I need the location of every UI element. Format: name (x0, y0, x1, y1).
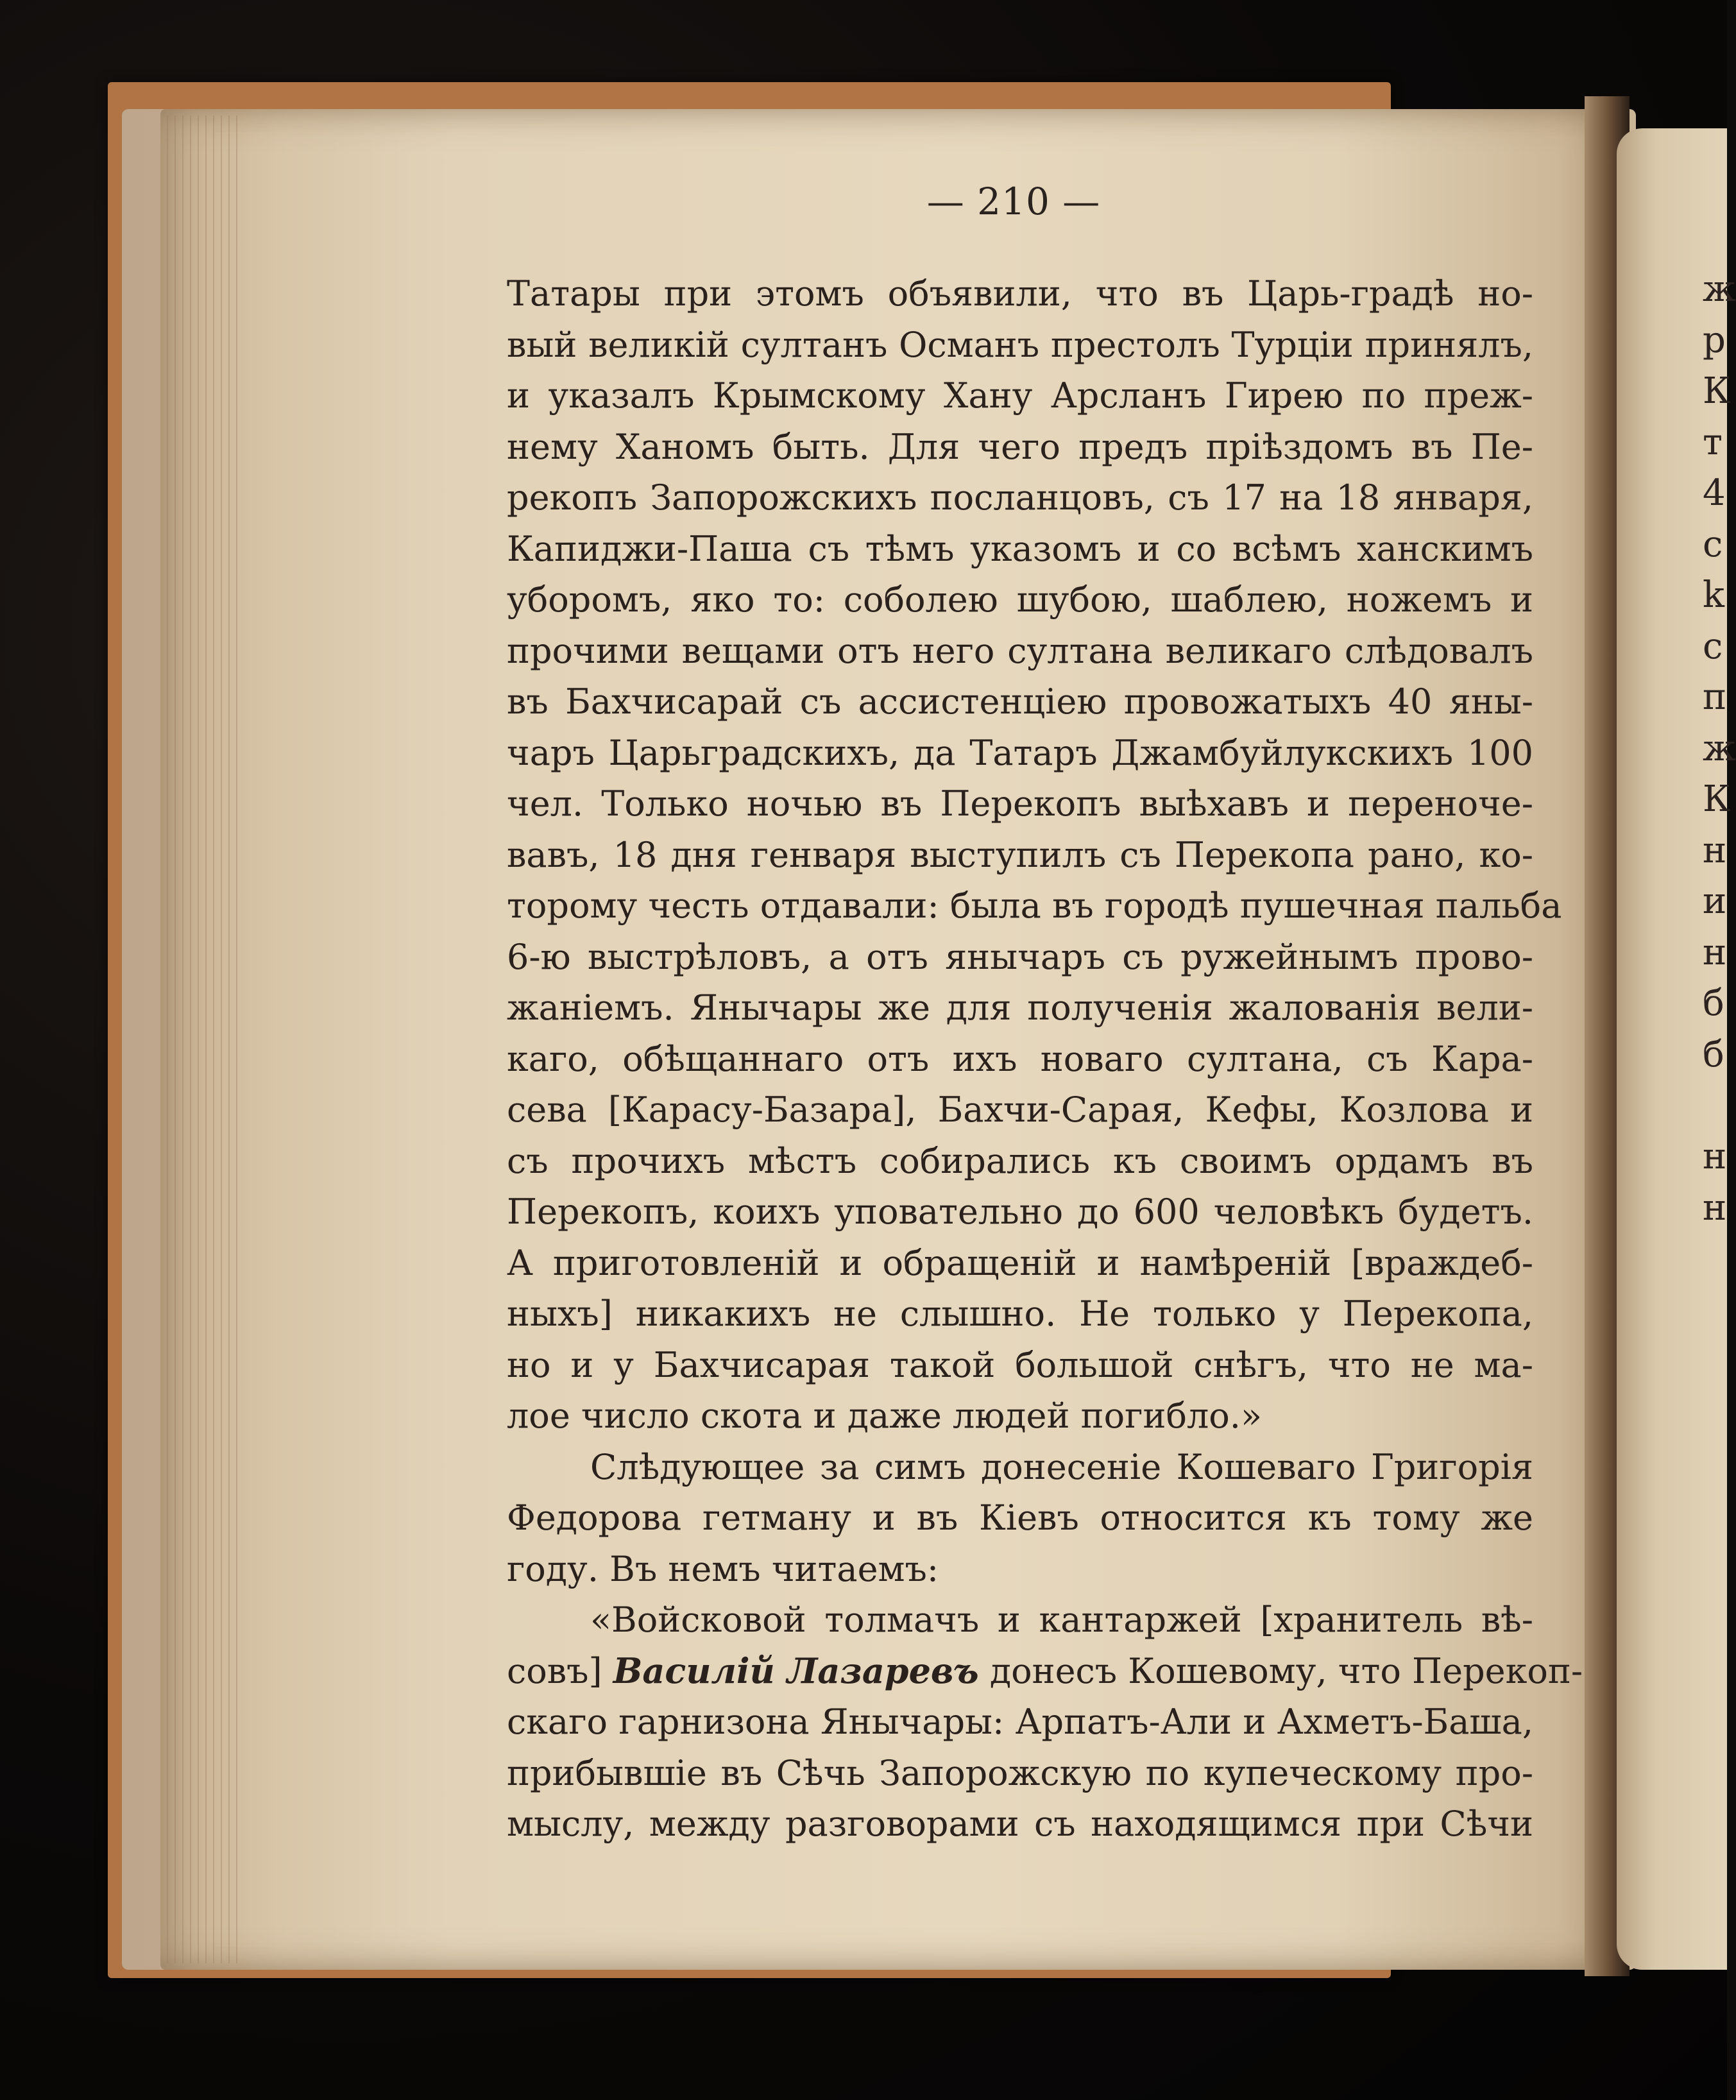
text-line: жаніемъ. Янычары же для полученія жалованія вели- (507, 987, 1533, 1028)
facing-page-fragment: с (1703, 626, 1723, 667)
text-segment: донесъ Кошевому, что Перекоп- (978, 1650, 1583, 1691)
facing-page-fragment: н (1703, 1136, 1727, 1177)
facing-page-fragment: п (1703, 676, 1727, 718)
facing-page-fragment: б (1703, 1034, 1724, 1075)
page-number: — 210 — (926, 180, 1101, 223)
text-segment: совъ] (507, 1650, 613, 1691)
facing-page (1617, 128, 1736, 1970)
text-line: прочими вещами отъ него султана великаго слѣдовалъ (507, 630, 1533, 671)
facing-page-fragment: К (1703, 778, 1731, 820)
person-name-italic: Василій Лазаревъ (613, 1650, 979, 1691)
paragraph-first-line: Слѣдующее за симъ донесеніе Кошеваго Григорія (590, 1446, 1533, 1487)
text-line: нему Ханомъ быть. Для чего предъ пріѣздомъ въ Пе- (507, 426, 1533, 467)
page-edges (167, 115, 244, 1963)
text-line: скаго гарнизона Янычары: Арпатъ-Али и Ахметъ-Баша, (507, 1702, 1533, 1742)
facing-page-fragment: б (1703, 982, 1724, 1024)
facing-page-fragment: ж (1703, 268, 1736, 310)
facing-page-fragment: и (1703, 880, 1727, 922)
text-line: вый великій султанъ Османъ престолъ Турціи принялъ, (507, 324, 1533, 365)
text-line: Перекопъ, коихъ уповательно до 600 человѣкъ будетъ. (507, 1191, 1533, 1232)
text-line: каго, обѣщаннаго отъ ихъ новаго султана, съ Кара- (507, 1038, 1533, 1079)
text-line: вавъ, 18 дня генваря выступилъ съ Перекопа рано, ко- (507, 834, 1533, 875)
text-line: чаръ Царьградскихъ, да Татаръ Джамбуйлукскихъ 100 (507, 732, 1533, 773)
facing-page-fragment: н (1703, 932, 1727, 973)
text-line: въ Бахчисарай съ ассистенціею провожатыхъ 40 яны- (507, 681, 1533, 722)
facing-page-fragment: н (1703, 830, 1727, 871)
text-line: уборомъ, яко то: соболею шубою, шаблею, ножемъ и (507, 579, 1533, 620)
text-line: но и у Бахчисарая такой большой снѣгъ, что не ма- (507, 1344, 1533, 1385)
text-line: прибывшіе въ Сѣчь Запорожскую по купеческому про- (507, 1752, 1533, 1793)
text-line: Федорова гетману и въ Кіевъ относится къ тому же (507, 1498, 1533, 1538)
text-line: рекопъ Запорожскихъ посланцовъ, съ 17 на 18 января, (507, 477, 1533, 518)
text-line: и указалъ Крымскому Хану Арсланъ Гирею по преж- (507, 375, 1533, 416)
quote-first-line: «Войсковой толмачъ и кантаржей [хранитель вѣ- (590, 1600, 1533, 1640)
text-line: А приготовленій и обращеній и намѣреній [враждеб- (507, 1242, 1533, 1283)
facing-page-fragment: k (1703, 574, 1724, 616)
text-line: торому честь отдавали: была въ городѣ пушечная пальба (507, 885, 1562, 926)
text-line: году. Въ немъ читаемъ: (507, 1548, 939, 1589)
facing-page-fragment: р (1703, 320, 1726, 361)
facing-page-fragment: т (1703, 422, 1723, 463)
text-line: ныхъ] никакихъ не слышно. Не только у Перекопа, (507, 1293, 1533, 1334)
facing-page-fragment: ж (1703, 728, 1736, 769)
facing-page-fragment: К (1703, 370, 1731, 412)
text-line: съ прочихъ мѣстъ собирались къ своимъ ордамъ въ (507, 1140, 1533, 1181)
facing-page-fragment: 4 (1703, 472, 1726, 514)
text-line: чел. Только ночью въ Перекопъ выѣхавъ и переноче- (507, 783, 1533, 824)
text-line: лое число скота и даже людей погибло.» (507, 1396, 1262, 1436)
facing-page-fragment: с (1703, 524, 1723, 565)
text-line (507, 1646, 1583, 1697)
text-line: 6-ю выстрѣловъ, а отъ янычаръ съ ружейнымъ прово- (507, 936, 1533, 977)
facing-page-fragment: н (1703, 1187, 1727, 1229)
text-line: сева [Карасу-Базара], Бахчи-Сарая, Кефы, Козлова и (507, 1089, 1533, 1130)
text-line: Татары при этомъ объявили, что въ Царь-градѣ но- (507, 273, 1533, 314)
page-text (507, 268, 1583, 1850)
text-line: мыслу, между разговорами съ находящимся при Сѣчи (507, 1804, 1533, 1844)
text-line: Капиджи-Паша съ тѣмъ указомъ и со всѣмъ ханскимъ (507, 528, 1533, 569)
